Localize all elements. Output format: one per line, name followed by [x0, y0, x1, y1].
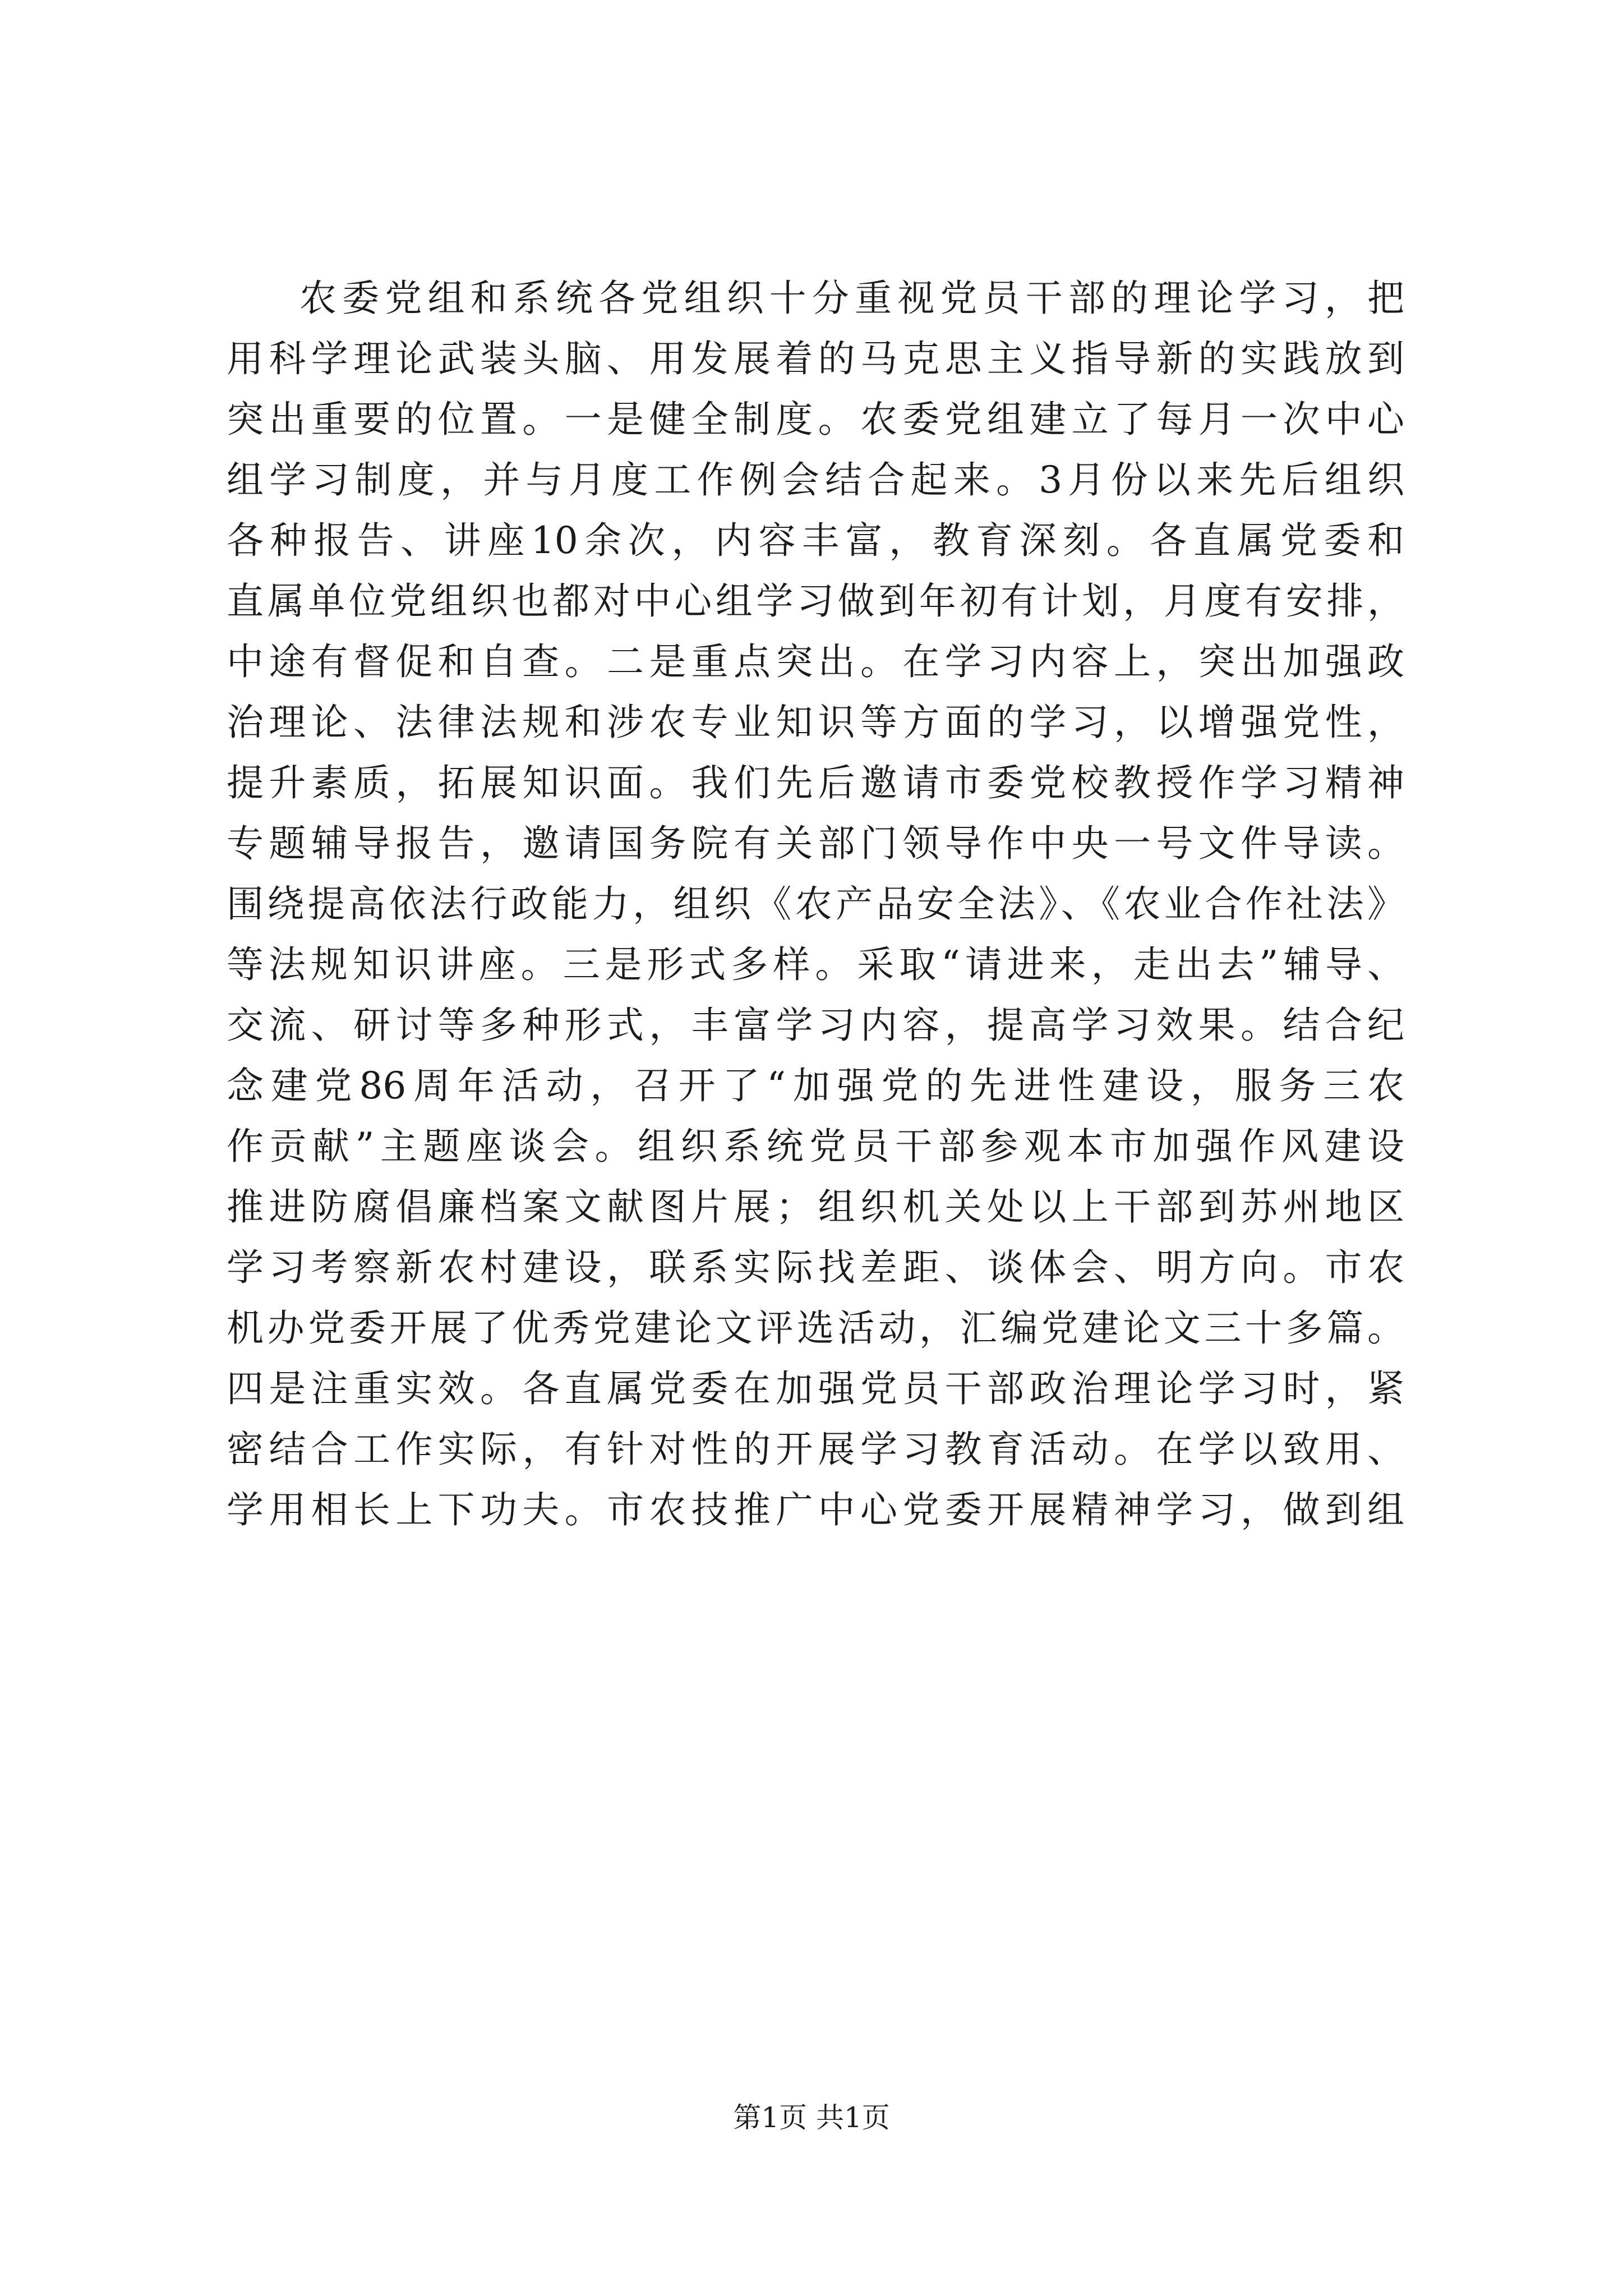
paragraph-line: 机办党委开展了优秀党建论文评选活动，汇编党建论文三十多篇。 — [227, 1306, 1404, 1350]
paragraph-line: 作贡献”主题座谈会。组织系统党员干部参观本市加强作风建设 — [227, 1125, 1404, 1168]
paragraph-line: 提升素质，拓展知识面。我们先后邀请市委党校教授作学习精神 — [227, 761, 1404, 804]
page-footer — [0, 2101, 1623, 2134]
paragraph-line: 农委党组和系统各党组织十分重视党员干部的理论学习，把 — [299, 277, 1404, 320]
paragraph-line: 学习考察新农村建设，联系实际找差距、谈体会、明方向。市农 — [227, 1246, 1404, 1289]
paragraph-line: 围绕提高依法行政能力，组织《农产品安全法》、《农业合作社法》 — [227, 882, 1404, 926]
paragraph-line: 中途有督促和自查。二是重点突出。在学习内容上，突出加强政 — [227, 640, 1404, 683]
paragraph-line: 直属单位党组织也都对中心组学习做到年初有计划，月度有安排， — [227, 579, 1404, 623]
paragraph-line: 专题辅导报告，邀请国务院有关部门领导作中央一号文件导读。 — [227, 822, 1404, 865]
paragraph-line: 密结合工作实际，有针对性的开展学习教育活动。在学以致用、 — [227, 1428, 1404, 1471]
paragraph-line: 组学习制度，并与月度工作例会结合起来。3月份以来先后组织 — [227, 458, 1404, 501]
paragraph-line: 学用相长上下功夫。市农技推广中心党委开展精神学习，做到组 — [227, 1488, 1404, 1531]
paragraph-line: 交流、研讨等多种形式，丰富学习内容，提高学习效果。结合纪 — [227, 1004, 1404, 1047]
paragraph-line: 用科学理论武装头脑、用发展着的马克思主义指导新的实践放到 — [227, 337, 1404, 380]
paragraph-line: 突出重要的位置。一是健全制度。农委党组建立了每月一次中心 — [227, 398, 1404, 441]
paragraph-line: 治理论、法律法规和涉农专业知识等方面的学习，以增强党性， — [227, 701, 1404, 744]
page-number-label: 第1页 共1页 — [733, 2101, 890, 2134]
paragraph-line: 推进防腐倡廉档案文献图片展；组织机关处以上干部到苏州地区 — [227, 1185, 1404, 1228]
paragraph-line: 各种报告、讲座10余次，内容丰富，教育深刻。各直属党委和 — [227, 519, 1404, 562]
paragraph-line: 念建党86周年活动，召开了“加强党的先进性建设，服务三农 — [227, 1064, 1404, 1107]
body-paragraph — [227, 268, 1404, 1540]
paragraph-line: 等法规知识讲座。三是形式多样。采取“请进来，走出去”辅导、 — [227, 943, 1404, 986]
paragraph-line: 四是注重实效。各直属党委在加强党员干部政治理论学习时，紧 — [227, 1367, 1404, 1410]
